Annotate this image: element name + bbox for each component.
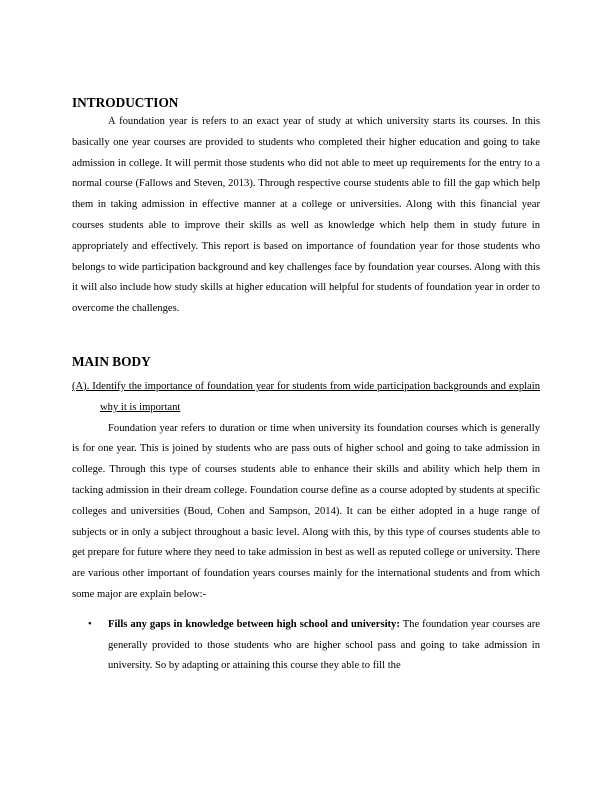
bullet-text	[108, 615, 540, 677]
main-body-heading: MAIN BODY	[72, 353, 151, 369]
introduction-heading: INTRODUCTION	[72, 95, 179, 110]
introduction-paragraph: A foundation year is refers to an exact year of study at which university starts its courses. In this basically one year courses are provided to students who completed their higher education and going to take admission in college. It will permit those students who did not able to meet up requirements for the entry to a normal course (Fallows and Steven, 2013). Through respective course students able to fill the gap which help them in taking admission in effective manner at a college or universities. Along with this financial year courses students able to improve their skills as well as knowledge which help them in study future in appropriately and effectively. This report is based on importance of foundation year for those students who belongs to wide participation background and key challenges face by foundation year courses. Along with this it will also include how study skills at higher education will helpful for students of foundation year in order to overcome the challenges.	[72, 116, 540, 315]
bullet-title: Fills any gaps in knowledge between high school and university:	[108, 618, 400, 630]
main-body-paragraph: Foundation year refers to duration or time when university its foundation courses which is generally is for one year. This is joined by students who are pass outs of higher school and going to take admission in college. Through this type of courses students able to enhance their skills and ability which help them in tacking admission in their dream college. Foundation course define as a course adopted by students at specific colleges and universities (Boud, Cohen and Sampson, 2014). It can be either adopted in a huge range of subjects or in only a subject throughout a basic level. Along with this, by this type of courses students able to get prepare for future where they need to take admission in best as well as reputed college or university. There are various other important of foundation years courses mainly for the international students and from which some major are explain below:-	[72, 422, 540, 600]
section-spacer	[72, 320, 540, 353]
section-a-question: (A). Identify the importance of foundation year for students from wide participation backgrounds and explain why it is important	[72, 380, 540, 413]
bullet-item	[72, 615, 540, 677]
bullet-body: The foundation year courses are generally provided to those students who are higher school pass and going to take admission in university. So by adapting or attaining this course they able to fill the	[108, 618, 540, 672]
bullet-marker: •	[88, 618, 92, 630]
document-page	[72, 94, 540, 677]
